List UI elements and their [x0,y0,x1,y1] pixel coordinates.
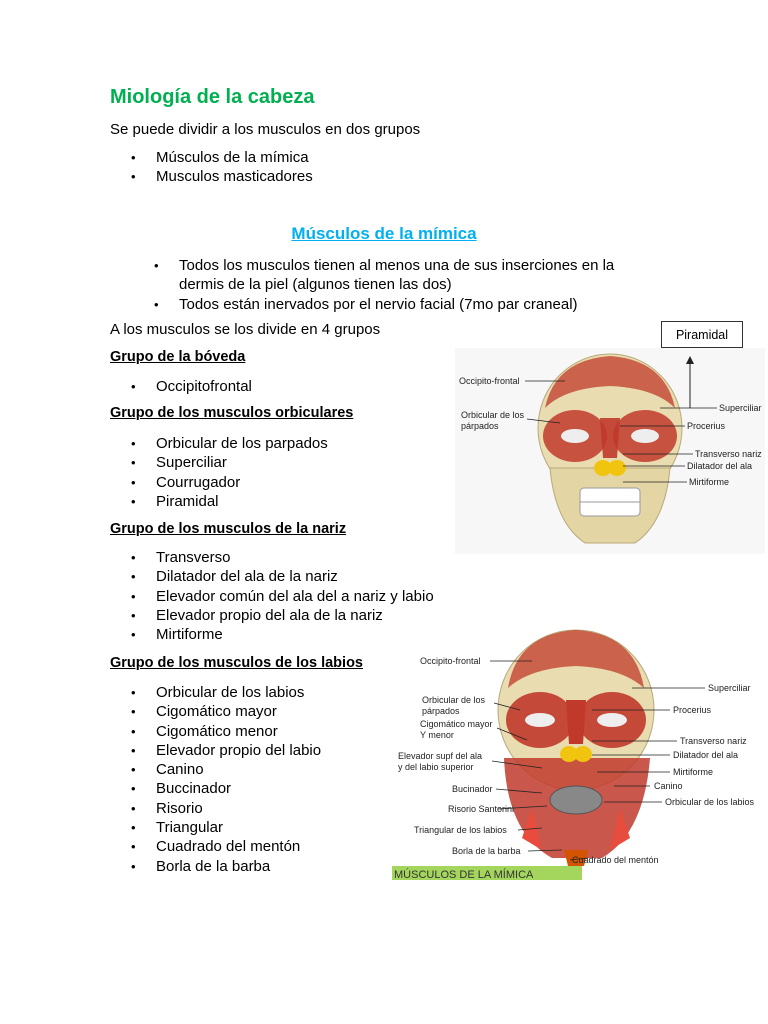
fig2-label-orbicular-labios: Orbicular de los labios [665,797,755,807]
fig1-label-occipito: Occipito-frontal [459,376,520,386]
list-item: • Musculos masticadores [156,167,313,186]
boveda-list [156,377,252,396]
list-item: • Elevador común del ala del a nariz y labio [156,587,434,606]
list-item: • Piramidal [156,492,328,511]
fig2-label-cuadrado: Cuadrado del mentón [572,855,659,865]
list-item: • Courrugador [156,473,328,492]
fig2-label-labio-superior: y del labio superior [398,762,474,772]
list-item: • Elevador propio del ala de la nariz [156,606,434,625]
orbiculares-list [156,434,328,511]
section-subtitle: Músculos de la mímica [291,224,477,243]
list-item: • Superciliar [156,453,328,472]
list-item: • Buccinador [156,779,321,798]
fig2-label-triangular: Triangular de los labios [414,825,507,835]
top-groups-list [156,148,313,187]
list-item: • Borla de la barba [156,857,321,876]
list-item: • Orbicular de los labios [156,683,321,702]
piramidal-label-box: Piramidal [661,321,743,348]
list-item: • Occipitofrontal [156,377,252,396]
heading-labios: Grupo de los musculos de los labios [110,655,363,671]
mimica-points-list [179,256,614,314]
fig2-label-dilatador: Dilatador del ala [673,750,739,760]
intro-text: Se puede dividir a los musculos en dos grupos [110,121,421,138]
fig2-label-canino: Canino [654,781,683,791]
fig1-label-dilatador: Dilatador del ala [687,461,753,471]
list-item: • Todos están inervados por el nervio facial (7mo par craneal) [179,295,614,314]
fig2-label-parpados: párpados [422,706,460,716]
fig2-label-superciliar: Superciliar [708,683,751,693]
divide-text: A los musculos se los divide en 4 grupos [110,321,381,338]
list-item: • Elevador propio del labio [156,741,321,760]
labios-list [156,683,321,876]
fig2-label-mirtiforme: Mirtiforme [673,767,713,777]
heading-boveda: Grupo de la bóveda [110,349,246,365]
skull-figure-2 [392,628,762,880]
list-item: • Cuadrado del mentón [156,837,321,856]
list-item-continuation: dermis de la piel (algunos tienen las dos) [179,276,452,294]
fig2-label-transverso: Transverso nariz [680,736,747,746]
list-item: • Cigomático mayor [156,702,321,721]
skull-figure-1 [455,348,765,554]
fig2-label-occipito: Occipito-frontal [420,656,481,666]
fig2-label-elevador: Elevador supf del ala [398,751,483,761]
fig1-label-procerius: Procerius [687,421,726,431]
fig1-label-mirtiforme: Mirtiforme [689,477,729,487]
list-item: • Dilatador del ala de la nariz [156,567,434,586]
fig1-label-transverso: Transverso nariz [695,449,762,459]
list-item: • Orbicular de los parpados [156,434,328,453]
list-item: • Transverso [156,548,434,567]
fig2-label-risorio: Risorio Santorini [448,804,515,814]
fig2-banner: MÚSCULOS DE LA MÍMICA [394,869,534,880]
list-item: • Mirtiforme [156,625,434,644]
fig2-label-procerius: Procerius [673,705,712,715]
fig2-label-orbicular: Orbicular de los [422,695,486,705]
list-item: • Todos los musculos tienen al menos una de sus inserciones en la [179,256,614,275]
fig2-label-y-menor: Y menor [420,730,454,740]
list-item: • Triangular [156,818,321,837]
heading-orbiculares: Grupo de los musculos orbiculares [110,405,354,421]
list-item: • Risorio [156,799,321,818]
fig2-label-borla: Borla de la barba [452,846,521,856]
page-title: Miología de la cabeza [110,86,315,108]
fig1-label-superciliar: Superciliar [719,403,762,413]
fig2-label-cigomatico: Cigomático mayor [420,719,493,729]
list-item: • Canino [156,760,321,779]
fig1-label-orbicular: Orbicular de los [461,410,525,420]
fig1-label-parpados: párpados [461,421,499,431]
heading-nariz: Grupo de los musculos de la nariz [110,521,347,537]
list-item: • Cigomático menor [156,722,321,741]
list-item: • Músculos de la mímica [156,148,313,167]
fig2-label-bucinador: Bucinador [452,784,493,794]
